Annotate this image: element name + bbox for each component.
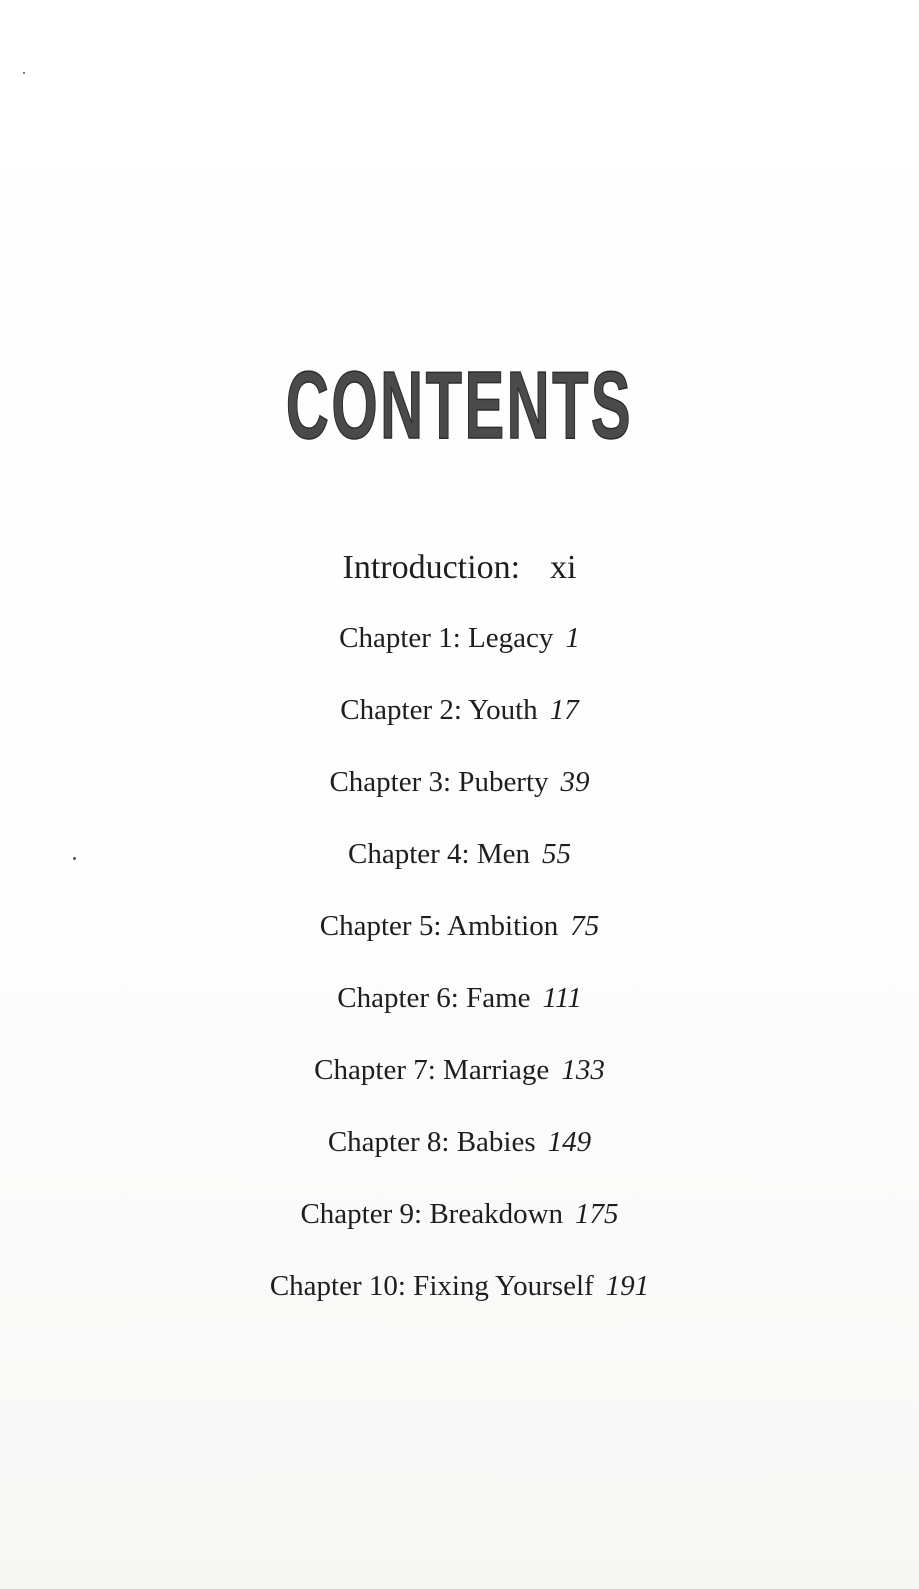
toc-entry-chapter-2 — [0, 684, 919, 756]
toc-entry-label: Chapter 9: Breakdown — [300, 1198, 564, 1230]
toc-entry-label: Introduction: — [342, 549, 521, 586]
toc-entry-label: Chapter 4: Men — [347, 838, 530, 870]
toc-page-number: 39 — [560, 766, 590, 798]
toc-entry-introduction — [0, 540, 919, 612]
toc-page-number: 55 — [542, 838, 571, 870]
toc-page-number: 191 — [605, 1270, 650, 1302]
toc-page-number: 17 — [549, 694, 579, 726]
toc-page-number: 1 — [565, 622, 580, 654]
toc-entry-chapter-6 — [0, 972, 919, 1044]
toc-page-number: 111 — [542, 982, 582, 1014]
toc-entry-chapter-8 — [0, 1116, 919, 1188]
toc-page-number: 175 — [575, 1198, 619, 1230]
toc-page-number: 133 — [561, 1054, 605, 1086]
toc-entry-chapter-9 — [0, 1188, 919, 1260]
page-title: CONTENTS — [285, 352, 634, 459]
toc-entry-label: Chapter 5: Ambition — [319, 910, 559, 942]
paper-speck — [23, 72, 25, 74]
toc-entry-chapter-7 — [0, 1044, 919, 1116]
toc-entry-label: Chapter 6: Fame — [337, 982, 531, 1014]
toc-entry-label: Chapter 3: Puberty — [329, 766, 549, 798]
toc-page-number: 149 — [547, 1126, 592, 1158]
toc-entry-chapter-5 — [0, 900, 919, 972]
toc-entry-chapter-3 — [0, 756, 919, 828]
toc-entry-label: Chapter 8: Babies — [327, 1126, 536, 1158]
toc-entry-chapter-10 — [0, 1260, 919, 1332]
toc-entry-chapter-4 — [0, 828, 919, 900]
toc-entry-label: Chapter 2: Youth — [340, 694, 538, 726]
toc-entry-label: Chapter 7: Marriage — [314, 1054, 550, 1086]
toc-entry-chapter-1 — [0, 612, 919, 684]
toc-page-number: xi — [550, 549, 577, 586]
toc-entry-label: Chapter 10: Fixing Yourself — [269, 1270, 594, 1302]
toc-entry-label: Chapter 1: Legacy — [339, 622, 554, 654]
table-of-contents — [0, 540, 919, 1332]
toc-page-number: 75 — [570, 910, 600, 942]
